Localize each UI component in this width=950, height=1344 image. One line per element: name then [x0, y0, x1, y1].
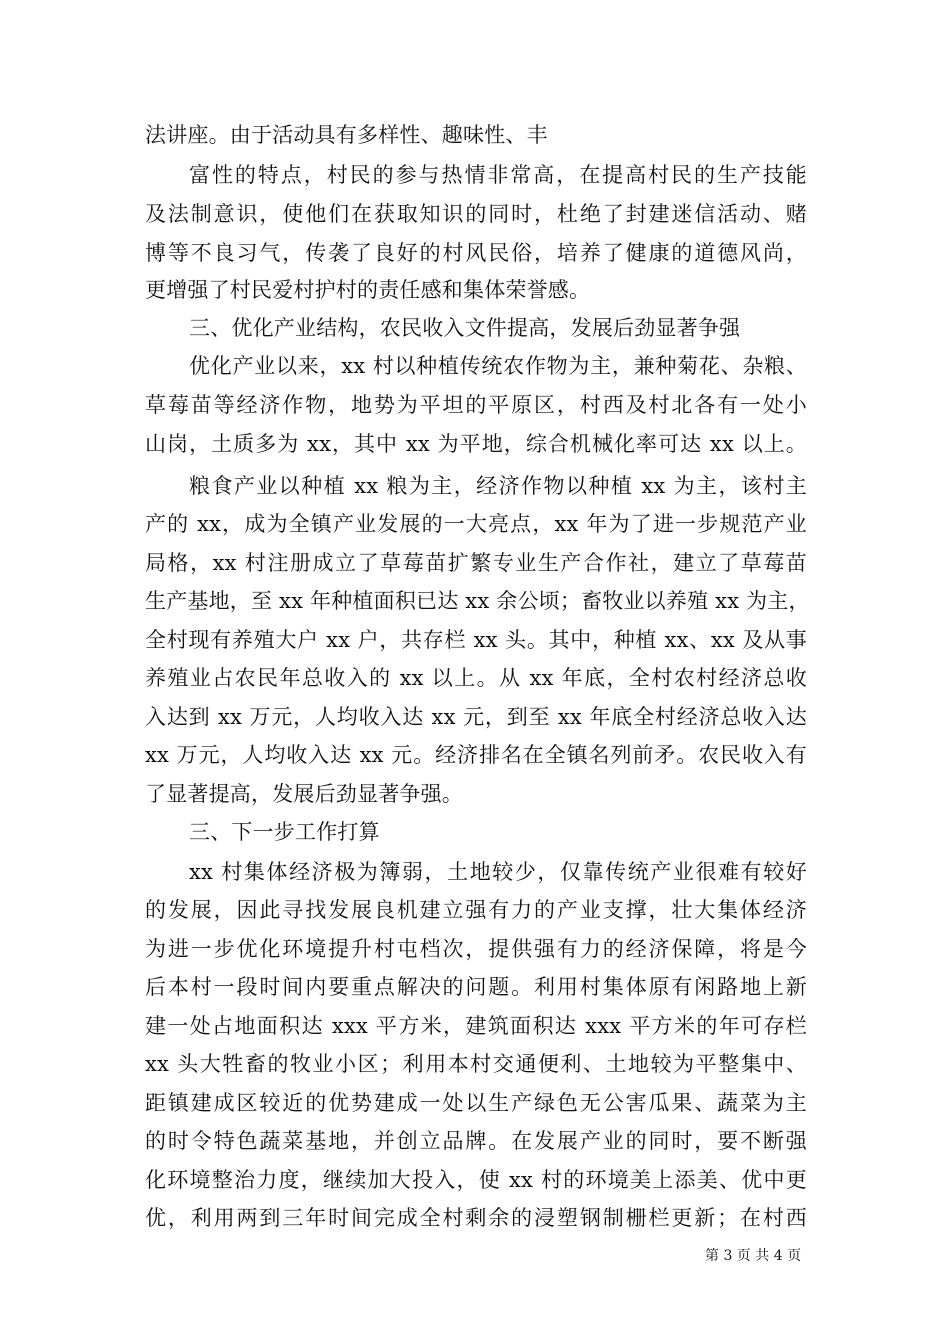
- text-line: 的时令特色蔬菜基地，并创立品牌。在发展产业的同时，要不断强: [145, 1129, 807, 1153]
- text-line: 化环境整治力度，继续加大投入，使 xx 村的环境美上添美、优中更: [145, 1168, 807, 1192]
- text-line: 了显著提高，发展后劲显著争强。: [145, 782, 463, 806]
- text-line: xx 村集体经济极为簿弱，土地较少，仅靠传统产业很难有较好: [189, 860, 807, 884]
- text-line: 优，利用两到三年时间完成全村剩余的浸塑钢制栅栏更新；在村西: [145, 1206, 807, 1230]
- text-line: 优化产业以来，xx 村以种植传统农作物为主，兼种菊花、杂粮、: [189, 354, 807, 378]
- section-heading: 三、下一步工作打算: [189, 820, 380, 844]
- text-line: xx 万元，人均收入达 xx 元。经济排名在全镇名列前矛。农民收入有: [145, 743, 807, 767]
- text-line: 入达到 xx 万元，人均收入达 xx 元，到至 xx 年底全村经济总收入达: [145, 705, 807, 729]
- text-line: 建一处占地面积达 xxx 平方米，建筑面积达 xxx 平方米的年可存栏: [145, 1014, 807, 1038]
- text-line: 法讲座。由于活动具有多样性、趣味性、丰: [145, 123, 548, 147]
- text-line: 及法制意识，使他们在获取知识的同时，杜绝了封建迷信活动、赌: [145, 202, 807, 226]
- text-line: 山岗，土质多为 xx，其中 xx 为平地，综合机械化率可达 xx 以上。: [145, 432, 807, 456]
- text-line: 产的 xx，成为全镇产业发展的一大亮点，xx 年为了进一步规范产业: [145, 512, 807, 536]
- text-line: 富性的特点，村民的参与热情非常高，在提高村民的生产技能: [189, 163, 807, 187]
- text-line: 为进一步优化环境提升村屯档次，提供强有力的经济保障，将是今: [145, 937, 807, 961]
- text-line: 的发展，因此寻找发展良机建立强有力的产业支撑，壮大集体经济: [145, 898, 807, 922]
- text-line: 后本村一段时间内要重点解决的问题。利用村集体原有闲路地上新: [145, 975, 807, 999]
- page-number: 第 3 页 共 4 页: [705, 1248, 802, 1264]
- text-line: 博等不良习气，传袭了良好的村风民俗，培养了健康的道德风尚，: [145, 241, 807, 265]
- text-line: 养殖业占农民年总收入的 xx 以上。从 xx 年底，全村农村经济总收: [145, 666, 807, 690]
- text-line: 更增强了村民爱村护村的责任感和集体荣誉感。: [145, 278, 591, 302]
- text-line: 草莓苗等经济作物，地势为平坦的平原区，村西及村北各有一处小: [145, 393, 807, 417]
- text-line: xx 头大牲畜的牧业小区；利用本村交通便利、土地较为平整集中、: [145, 1052, 807, 1076]
- section-heading: 三、优化产业结构，农民收入文件提高，发展后劲显著争强: [189, 316, 741, 340]
- text-line: 全村现有养殖大户 xx 户，共存栏 xx 头。其中，种植 xx、xx 及从事: [145, 628, 807, 652]
- text-line: 生产基地，至 xx 年种植面积已达 xx 余公顷；畜牧业以养殖 xx 为主，: [145, 589, 810, 613]
- text-line: 局格，xx 村注册成立了草莓苗扩繁专业生产合作社，建立了草莓苗: [145, 551, 807, 575]
- text-line: 距镇建成区较近的优势建成一处以生产绿色无公害瓜果、蔬菜为主: [145, 1091, 807, 1115]
- text-line: 粮食产业以种植 xx 粮为主，经济作物以种植 xx 为主，该村主: [189, 474, 807, 498]
